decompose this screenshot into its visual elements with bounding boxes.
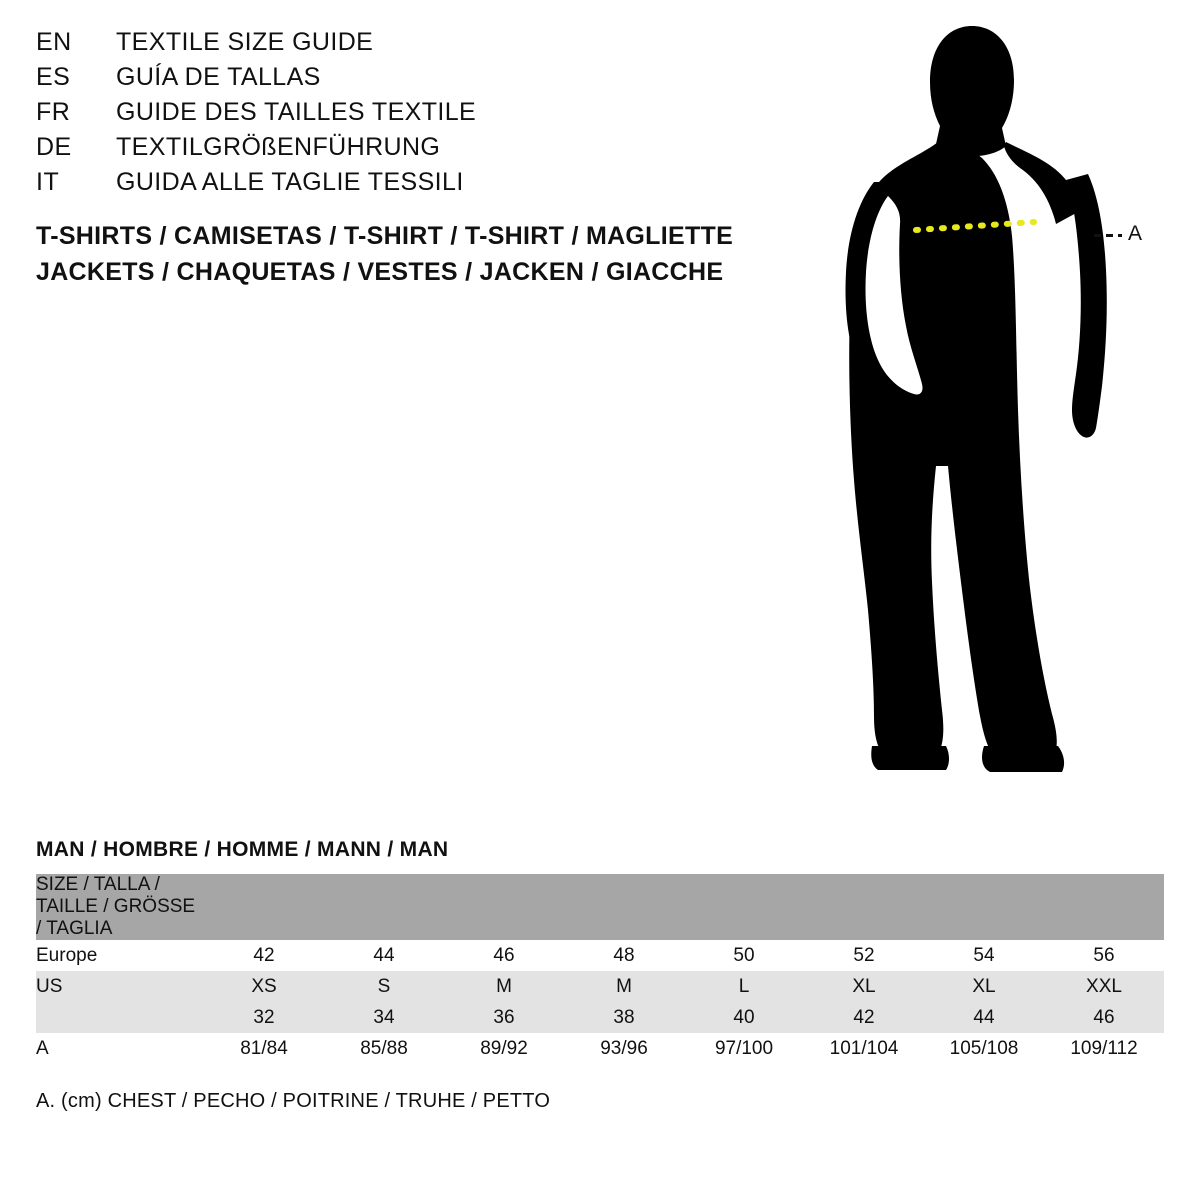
table-cell: 50 [684,940,804,971]
table-cell: 52 [804,940,924,971]
table-row [36,971,1164,1002]
table-cell: 101/104 [804,1033,924,1064]
table-cell: M [444,971,564,1002]
language-title: TEXTILE SIZE GUIDE [116,28,374,56]
table-cell: XL [804,971,924,1002]
language-title: GUÍA DE TALLAS [116,63,321,91]
measure-leader-dashes [1094,234,1122,237]
language-title: TEXTILGRÖßENFÜHRUNG [116,133,441,161]
table-cell: 46 [1044,1002,1164,1033]
table-cell: 32 [204,1002,324,1033]
table-cell: XS [204,971,324,1002]
measure-label-a: A [1128,222,1143,245]
table-header-spacer [564,874,684,940]
table-row [36,1033,1164,1064]
table-cell: 85/88 [324,1033,444,1064]
row-label [36,1002,204,1033]
male-body-silhouette [820,10,1180,800]
table-cell: 42 [204,940,324,971]
table-cell: 109/112 [1044,1033,1164,1064]
language-row [36,28,756,63]
table-cell: S [324,971,444,1002]
language-code: DE [36,133,72,161]
silhouette-shape [846,26,1107,772]
garment-line-tshirts: T-SHIRTS / CAMISETAS / T-SHIRT / T-SHIRT / MAGLIETTE [36,222,734,250]
language-code: FR [36,98,71,126]
table-cell: 97/100 [684,1033,804,1064]
table-cell: 48 [564,940,684,971]
table-cell: XL [924,971,1044,1002]
table-cell: 54 [924,940,1044,971]
table-cell: 44 [324,940,444,971]
table-cell: 93/96 [564,1033,684,1064]
table-cell: 44 [924,1002,1044,1033]
table-cell: M [564,971,684,1002]
table-header-spacer [204,874,324,940]
table-cell: 36 [444,1002,564,1033]
table-cell: 105/108 [924,1033,1044,1064]
language-code: ES [36,63,71,91]
table-footnote: A. (cm) CHEST / PECHO / POITRINE / TRUHE / PETTO [36,1090,551,1112]
row-label: A [36,1033,204,1064]
garment-type-headings [36,218,733,290]
row-label: Europe [36,940,204,971]
language-code: IT [36,168,60,196]
table-header-row [36,874,1164,940]
size-table [36,874,1164,1064]
table-cell: 40 [684,1002,804,1033]
language-list [36,28,756,203]
table-cell: 89/92 [444,1033,564,1064]
language-row [36,168,756,203]
garment-line-jackets: JACKETS / CHAQUETAS / VESTES / JACKEN / GIACCHE [36,258,724,286]
table-header-spacer [804,874,924,940]
table-cell: 46 [444,940,564,971]
table-cell: 42 [804,1002,924,1033]
table-header-spacer [924,874,1044,940]
language-title: GUIDA ALLE TAGLIE TESSILI [116,168,464,196]
language-row [36,98,756,133]
table-header-spacer [324,874,444,940]
table-caption: MAN / HOMBRE / HOMME / MANN / MAN [36,838,449,861]
table-cell: L [684,971,804,1002]
table-cell: 81/84 [204,1033,324,1064]
table-header-spacer [444,874,564,940]
table-header-spacer [684,874,804,940]
row-label: US [36,971,204,1002]
size-table-section [36,838,1164,1113]
language-title: GUIDE DES TAILLES TEXTILE [116,98,477,126]
table-header-spacer [1044,874,1164,940]
table-cell: XXL [1044,971,1164,1002]
table-row [36,1002,1164,1033]
table-cell: 38 [564,1002,684,1033]
language-code: EN [36,28,72,56]
table-header-label: SIZE / TALLA / TAILLE / GRÖSSE / TAGLIA [36,874,204,940]
table-cell: 34 [324,1002,444,1033]
language-row [36,133,756,168]
table-cell: 56 [1044,940,1164,971]
table-row [36,940,1164,971]
language-row [36,63,756,98]
